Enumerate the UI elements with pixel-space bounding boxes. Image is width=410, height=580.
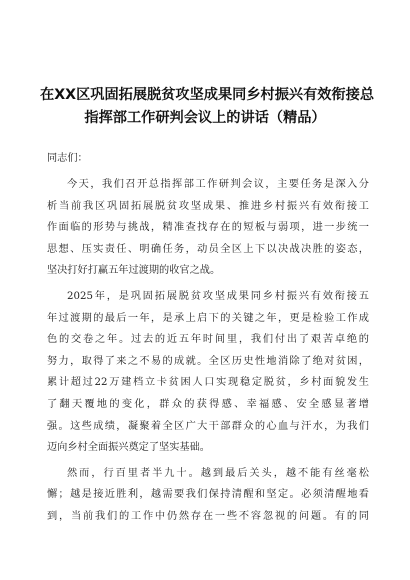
paragraph-line: 累计超过22万建档立卡贫困人口实现稳定脱贫，乡村面貌发生 [47,377,369,389]
document-body [47,147,369,532]
paragraph [47,463,369,528]
paragraph-line: 2025年，是巩固拓展脱贫攻坚成果同乡村振兴有效衔接五 [67,290,369,302]
greeting: 同志们： [47,153,88,164]
paragraph-line: 年过渡期的最后一年，是承上启下的关键之年，更是检验工作成 [47,312,369,324]
paragraph-line: 懈；越是接近胜利，越需要我们保持清醒和坚定。必须清醒地看 [47,489,369,501]
paragraph-line: 作面临的形势与挑战，精准查找存在的短板与弱项，进一步统一 [47,222,369,234]
paragraph-line: 然而，行百里者半九十。越到最后关头，越不能有丝毫松 [67,467,369,479]
paragraph-line: 今天，我们召开总指挥部工作研判会议，主要任务是深入分 [67,179,369,190]
paragraph [47,286,369,459]
document-title [40,84,375,130]
paragraph-line: 色的交卷之年。过去的近五年时间里，我们付出了艰苦卓绝的 [47,334,369,346]
paragraph-line: 思想、压实责任、明确任务，动员全区上下以决战决胜的姿态， [47,243,369,255]
paragraph-line: 努力，取得了来之不易的成就。全区历史性地消除了绝对贫困， [47,355,369,367]
paragraph-line: 强。这些成绩，凝聚着全区广大干部群众的心血与汗水，为我们 [47,420,369,432]
paragraph-line: 到，当前我们的工作中仍然存在一些不容忽视的问题。有的同 [47,510,369,522]
paragraph-line: 了翻天覆地的变化，群众的获得感、幸福感、安全感显著增 [47,398,369,410]
paragraph-line: 析当前我区巩固拓展脱贫攻坚成果、推进乡村振兴有效衔接工 [47,200,369,212]
title-line-1: 在XX区巩固拓展脱贫攻坚成果同乡村振兴有效衔接总 [40,87,375,103]
paragraph [47,174,369,282]
paragraph-line: 迈向乡村全面振兴奠定了坚实基础。 [47,442,210,454]
paragraph-line: 坚决打好打赢五年过渡期的收官之战。 [47,265,221,277]
title-line-2: 指挥部工作研判会议上的讲话（精品） [84,110,326,126]
paragraphs-container [47,174,369,528]
